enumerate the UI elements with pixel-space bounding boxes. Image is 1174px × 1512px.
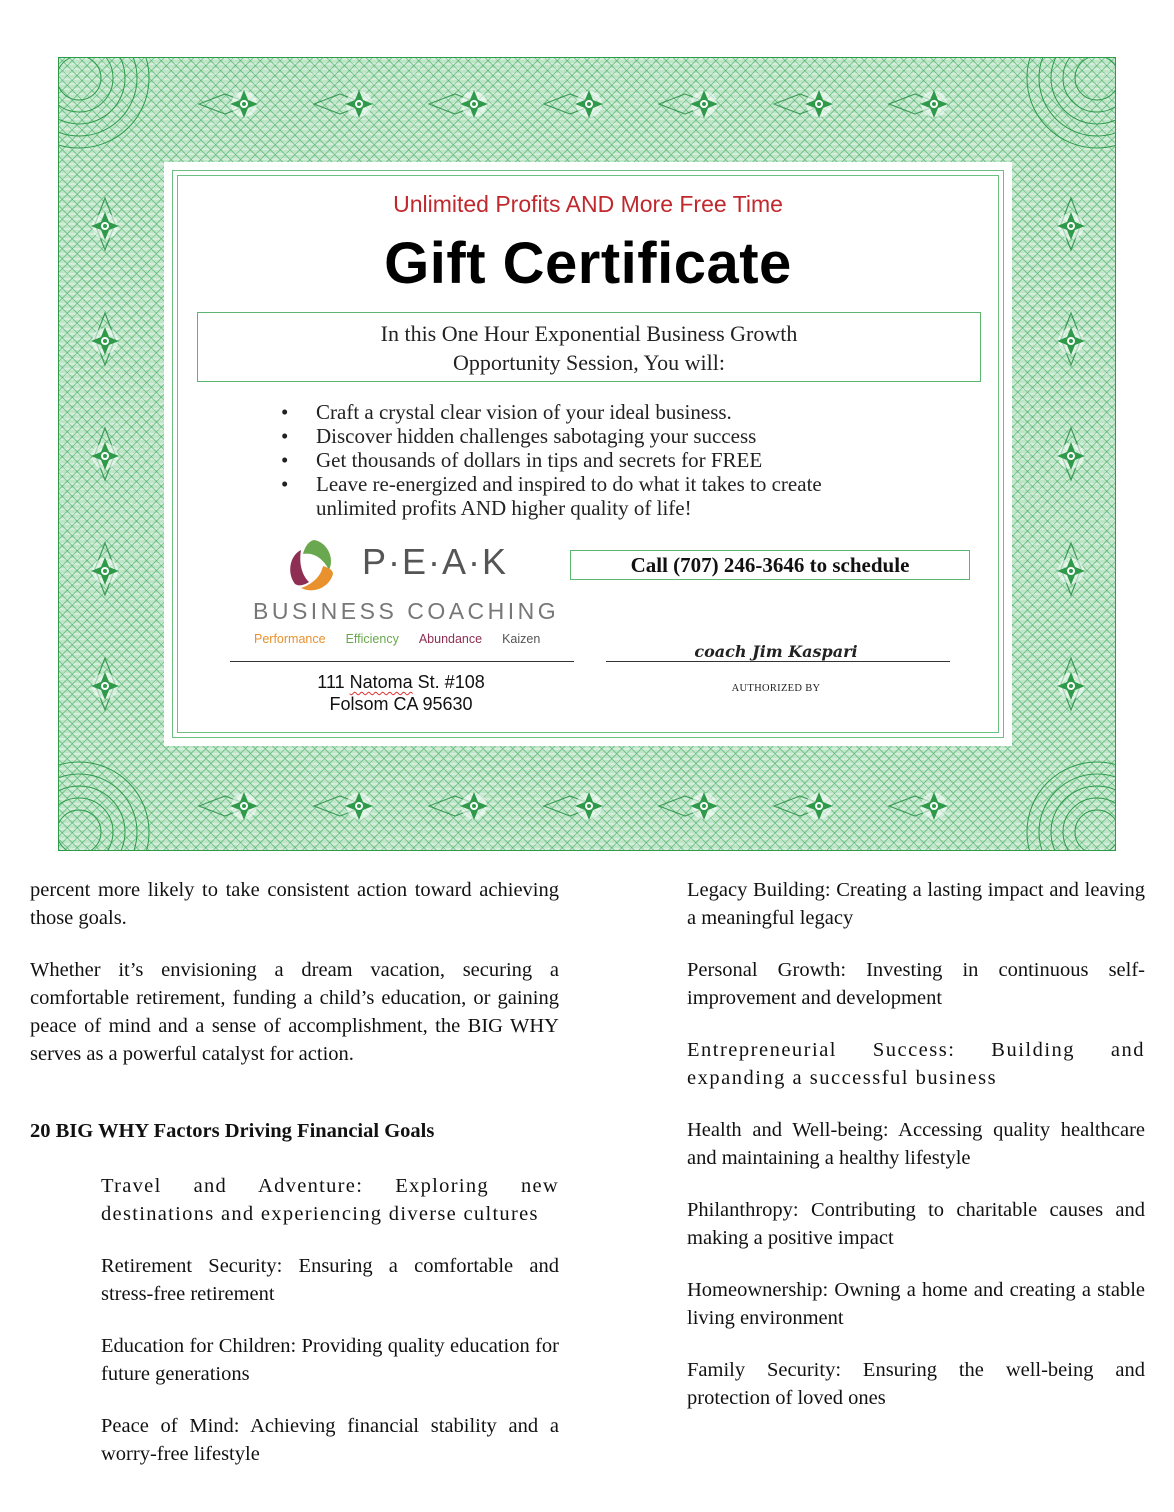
factor-item: Education for Children: Providing quality education for future generations [101,1335,559,1385]
benefit-item: • Craft a crystal clear vision of your ideal business. [261,400,901,424]
logo-tagline [254,632,540,646]
factor-item: Legacy Building: Creating a lasting impact and leaving a meaningful legacy [687,879,1145,929]
factor-item: Health and Well-being: Accessing quality healthcare and maintaining a healthy lifestyle [687,1119,1145,1169]
factor-item: Family Security: Ensuring the well-being and protection of loved ones [687,1359,1145,1409]
signature-line [606,661,950,662]
paragraph: percent more likely to take consistent action toward achieving those goals. [30,879,559,929]
factor-item: Philanthropy: Contributing to charitable causes and making a positive impact [687,1199,1145,1249]
factor-item: Personal Growth: Investing in continuous self-improvement and development [687,959,1145,1009]
address-street: 111 Natoma St. #108 [317,672,485,692]
certificate-subtitle: Unlimited Profits AND More Free Time [393,191,783,217]
factor-item: Retirement Security: Ensuring a comfortable and stress-free retirement [101,1255,559,1305]
factor-item: Homeownership: Owning a home and creating a stable living environment [687,1279,1145,1329]
tagline-efficiency: Efficiency [345,632,399,646]
phone-cta: Call (707) 246-3646 to schedule [570,550,970,580]
certificate-title: Gift Certificate [384,231,792,296]
right-column [687,876,1145,1412]
left-column [30,876,559,1068]
factors-left-list [101,1172,559,1468]
benefits-list [261,400,901,520]
gift-certificate [58,57,1116,851]
intro-line-1: In this One Hour Exponential Business Growth [380,321,798,346]
section-heading: 20 BIG WHY Factors Driving Financial Goals [30,1120,435,1142]
benefit-item: • Discover hidden challenges sabotaging your success [261,424,901,448]
address-city: Folsom CA 95630 [329,694,473,714]
paragraph: Whether it’s envisioning a dream vacation, securing a comfortable retirement, funding a child’s education, or gaining peace of mind and a sense of accomplishment, the BIG WHY serves as a powerful catalyst for action. [30,959,559,1065]
tagline-performance: Performance [254,632,326,646]
logo-wordmark: P·E·A·K [362,541,509,582]
factor-item: Travel and Adventure: Exploring new destinations and experiencing diverse cultures [101,1175,559,1225]
logo-subtitle: BUSINESS COACHING [253,598,560,624]
factor-item: Entrepreneurial Success: Building and expanding a successful business [687,1039,1145,1089]
factor-item: Peace of Mind: Achieving financial stability and a worry-free lifestyle [101,1415,559,1465]
tagline-kaizen: Kaizen [502,632,541,646]
intro-box [197,312,981,382]
benefit-item: • Leave re-energized and inspired to do what it takes to create unlimited profits AND higher quality of life! [261,472,901,520]
authorized-by-label: AUTHORIZED BY [731,683,821,694]
certificate-panel [166,164,1010,744]
address-line [230,661,574,662]
tagline-abundance: Abundance [418,632,483,646]
address [230,671,572,715]
peak-logo-mark [283,536,345,594]
address-street-name: Natoma [349,672,413,692]
signature: coach Jim Kaspari [694,642,858,661]
benefit-item: • Get thousands of dollars in tips and secrets for FREE [261,448,901,472]
intro-line-2: Opportunity Session, You will: [453,350,725,375]
